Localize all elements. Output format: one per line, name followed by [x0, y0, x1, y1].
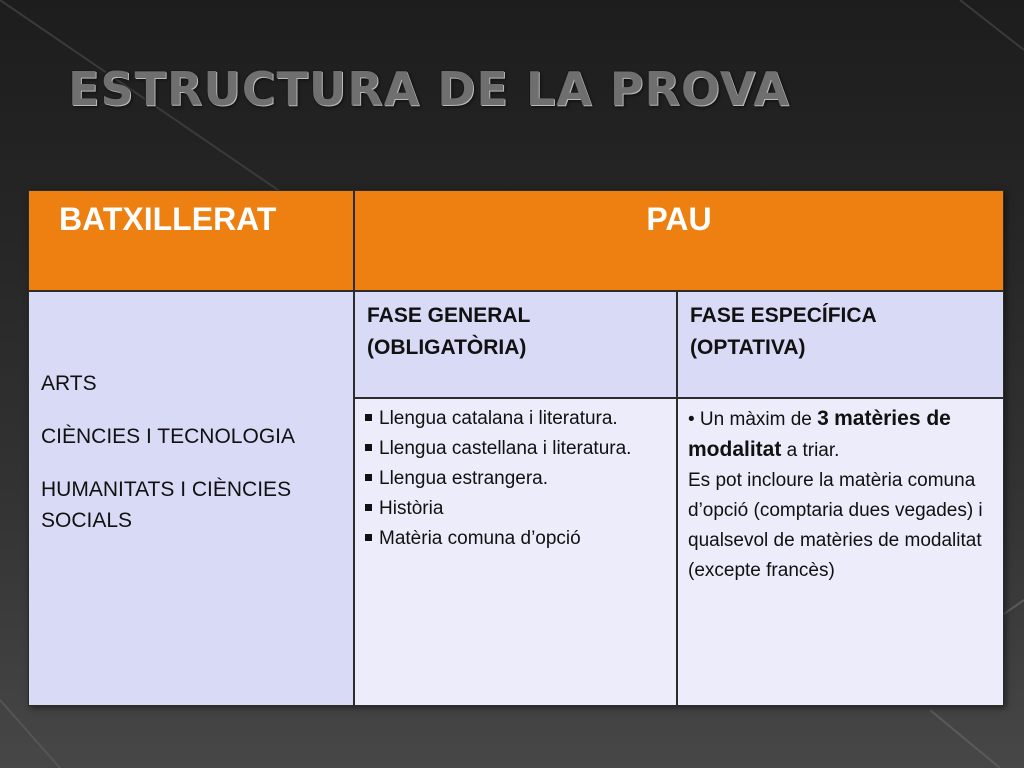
header-pau: PAU: [354, 190, 1004, 291]
page-title: ESTRUCTURA DE LA PROVA: [68, 62, 790, 116]
header-batxillerat: BATXILLERAT: [28, 190, 354, 291]
square-bullet-icon: [365, 534, 372, 541]
square-bullet-icon: [365, 504, 372, 511]
list-item: Llengua estrangera.: [365, 464, 670, 494]
max-matters-number: 3: [817, 407, 829, 430]
batxillerat-modalitats-cell: [28, 291, 354, 706]
fase-general-list: [354, 398, 677, 706]
materies-modalitat-text: matèries de modalitat: [688, 407, 951, 461]
modalitat-arts: ARTS: [41, 372, 97, 395]
fase-especifica-header: FASE ESPECÍFICA (OPTATIVA): [677, 291, 1004, 398]
fase-general-header: FASE GENERAL (OBLIGATÒRIA): [354, 291, 677, 398]
square-bullet-icon: [365, 474, 372, 481]
list-item: Llengua catalana i literatura.: [365, 404, 670, 434]
pau-structure-table: [28, 190, 1004, 706]
square-bullet-icon: [365, 414, 372, 421]
list-item: Història: [365, 494, 670, 524]
modalitat-humanitats-ciencies-socials: HUMANITATS I CIÈNCIES SOCIALS: [41, 478, 292, 532]
square-bullet-icon: [365, 444, 372, 451]
modalitat-ciencies-tecnologia: CIÈNCIES I TECNOLOGIA: [41, 425, 295, 448]
list-item: Matèria comuna d’opció: [365, 524, 670, 554]
fase-especifica-line1: • Un màxim de 3 matèries de modalitat a triar.: [688, 407, 951, 461]
fase-especifica-line2: Es pot incloure la matèria comuna d’opció (comptaria dues vegades) i qualsevol de matèries de modalitat (excepte francès): [688, 470, 983, 581]
list-item: Llengua castellana i literatura.: [365, 434, 670, 464]
fase-especifica-content: [677, 398, 1004, 706]
